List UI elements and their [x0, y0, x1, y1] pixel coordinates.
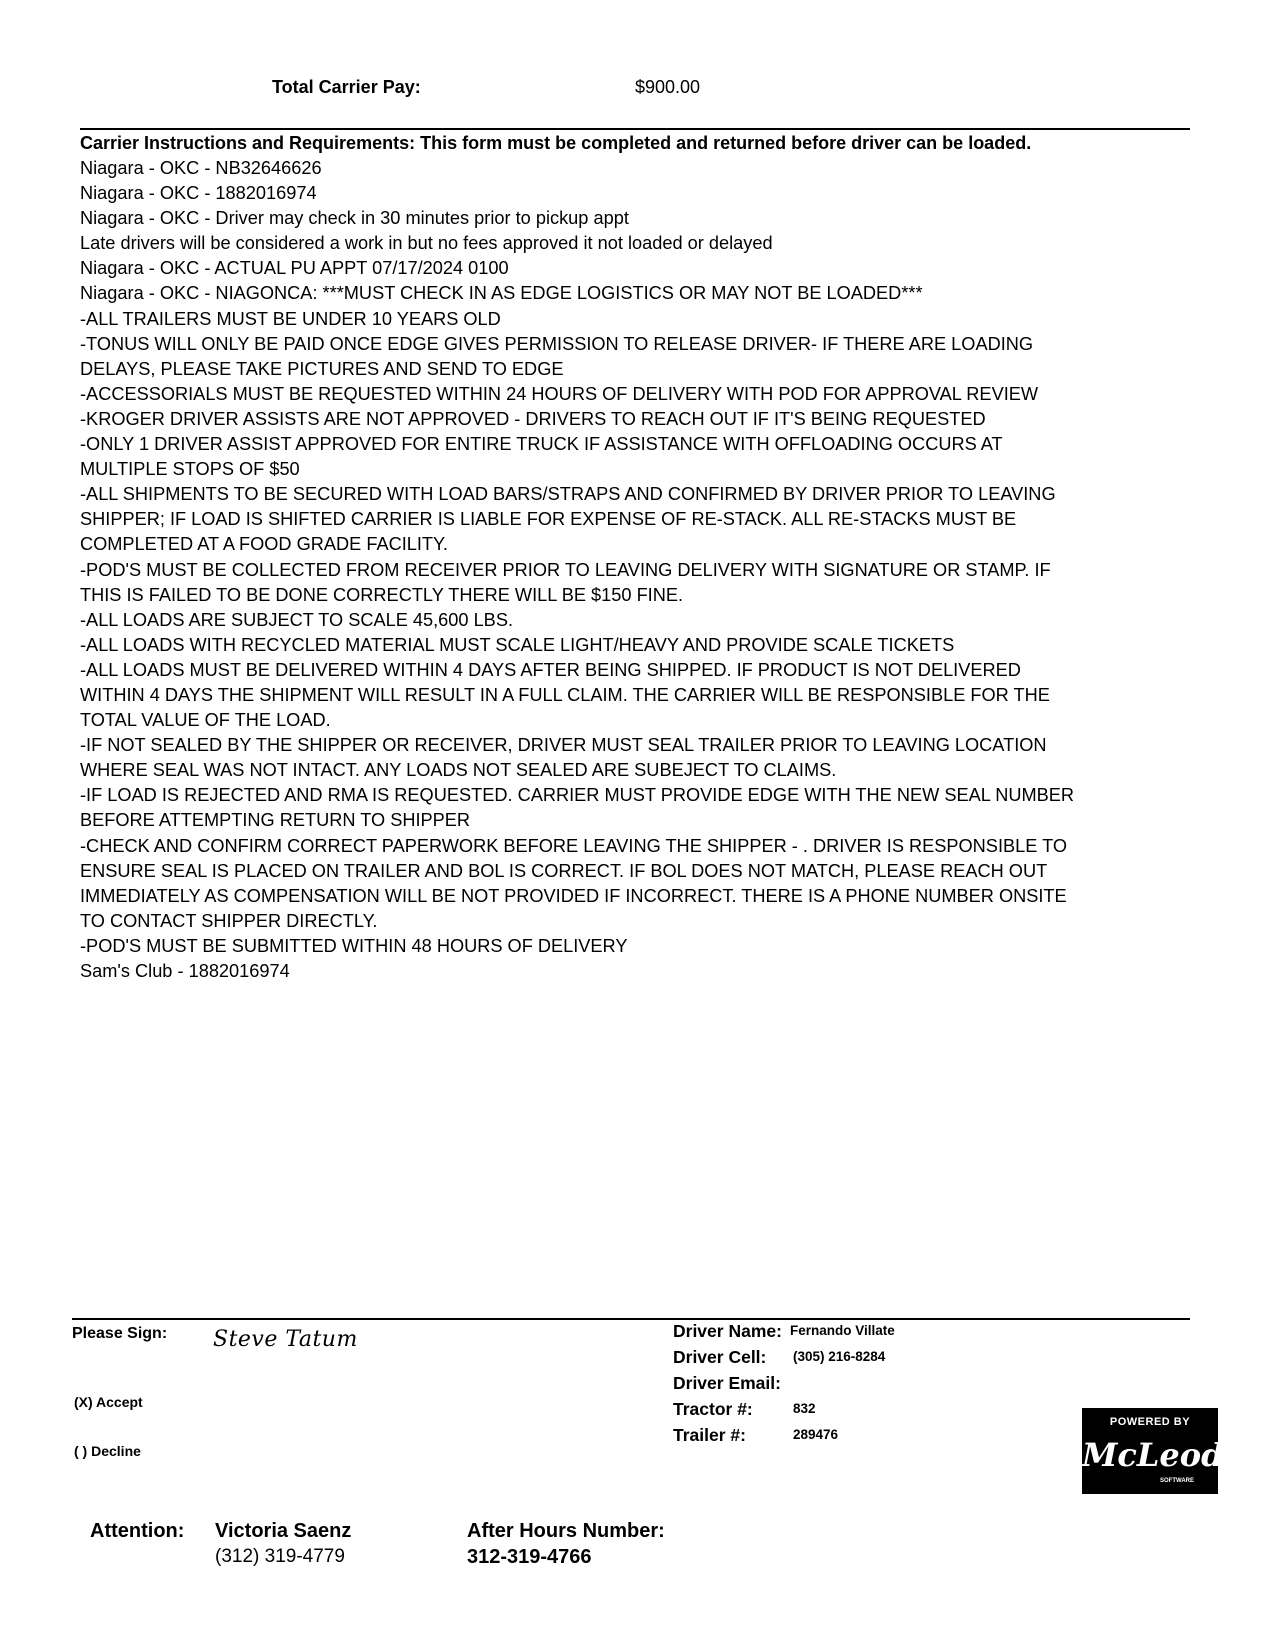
tractor-value: 832	[793, 1401, 816, 1416]
driver-cell-value: (305) 216-8284	[793, 1349, 886, 1364]
instruction-line: Late drivers will be considered a work in but no fees approved it not loaded or delayed	[80, 233, 773, 254]
instruction-line: Niagara - OKC - NB32646626	[80, 158, 322, 178]
instruction-line: -ACCESSORIALS MUST BE REQUESTED WITHIN 24 HOURS OF DELIVERY WITH POD FOR APPROVAL REVIEW	[80, 383, 1039, 404]
instruction-line: Niagara - OKC - 1882016974	[80, 183, 317, 204]
instruction-line: -ALL LOADS WITH RECYCLED MATERIAL MUST SCALE LIGHT/HEAVY AND PROVIDE SCALE TICKETS	[80, 634, 955, 655]
instruction-line: -TONUS WILL ONLY BE PAID ONCE EDGE GIVES PERMISSION TO RELEASE DRIVER- IF THERE ARE LOADING	[80, 333, 1034, 354]
instruction-line: MULTIPLE STOPS OF $50	[80, 459, 300, 480]
instruction-line: DELAYS, PLEASE TAKE PICTURES AND SEND TO EDGE	[80, 358, 564, 379]
instruction-line: -POD'S MUST BE COLLECTED FROM RECEIVER PRIOR TO LEAVING DELIVERY WITH SIGNATURE OR STAMP. IF	[80, 559, 1051, 580]
logo-software: SOFTWARE	[1160, 1478, 1194, 1484]
please-sign-label: Please Sign:	[72, 1325, 168, 1342]
driver-cell-label: Driver Cell:	[673, 1347, 767, 1367]
instructions-heading: Carrier Instructions and Requirements: This form must be completed and returned before driver can be loaded.	[80, 133, 1032, 153]
logo-mcleod: McLeod	[1082, 1436, 1224, 1474]
instruction-line: -IF NOT SEALED BY THE SHIPPER OR RECEIVER, DRIVER MUST SEAL TRAILER PRIOR TO LEAVING LOCATION	[80, 735, 1047, 756]
instruction-line: SHIPPER; IF LOAD IS SHIFTED CARRIER IS LIABLE FOR EXPENSE OF RE-STACK. ALL RE-STACKS MUST BE	[80, 509, 1017, 530]
mcleod-logo	[1082, 1408, 1224, 1494]
attention-phone: (312) 319-4779	[215, 1546, 345, 1567]
driver-email-label: Driver Email:	[673, 1373, 781, 1393]
trailer-value: 289476	[793, 1427, 839, 1442]
attention-name: Victoria Saenz	[215, 1520, 352, 1542]
instruction-line: -ALL SHIPMENTS TO BE SECURED WITH LOAD BARS/STRAPS AND CONFIRMED BY DRIVER PRIOR TO LEAVING	[80, 484, 1056, 505]
tractor-label: Tractor #:	[673, 1399, 753, 1419]
signature-divider	[72, 1318, 1190, 1320]
instruction-line: COMPLETED AT A FOOD GRADE FACILITY.	[80, 534, 448, 555]
instruction-line: WITHIN 4 DAYS THE SHIPMENT WILL RESULT IN A FULL CLAIM. THE CARRIER WILL BE RESPONSIBLE FOR THE	[80, 684, 1050, 705]
instruction-line: BEFORE ATTEMPTING RETURN TO SHIPPER	[80, 810, 471, 831]
total-carrier-pay-label: Total Carrier Pay:	[272, 77, 421, 97]
trailer-label: Trailer #:	[673, 1425, 746, 1445]
instruction-line: -KROGER DRIVER ASSISTS ARE NOT APPROVED - DRIVERS TO REACH OUT IF IT'S BEING REQUESTED	[80, 408, 986, 429]
driver-name-value: Fernando Villate	[790, 1323, 895, 1338]
instruction-line: TOTAL VALUE OF THE LOAD.	[80, 710, 331, 731]
driver-name-label: Driver Name:	[673, 1321, 782, 1341]
instruction-line: Sam's Club - 1882016974	[80, 961, 290, 981]
instruction-line: THIS IS FAILED TO BE DONE CORRECTLY THERE WILL BE $150 FINE.	[80, 584, 684, 605]
instruction-line: -CHECK AND CONFIRM CORRECT PAPERWORK BEFORE LEAVING THE SHIPPER - . DRIVER IS RESPONSIBLE TO	[80, 835, 1068, 856]
instructions-list	[80, 156, 1190, 984]
attention-label: Attention:	[90, 1520, 185, 1542]
instruction-line: -IF LOAD IS REJECTED AND RMA IS REQUESTED. CARRIER MUST PROVIDE EDGE WITH THE NEW SEAL NUMBER	[80, 785, 1075, 806]
instruction-line: -ALL LOADS MUST BE DELIVERED WITHIN 4 DAYS AFTER BEING SHIPPED. IF PRODUCT IS NOT DELIVERED	[80, 659, 1021, 680]
instruction-line: -ALL LOADS ARE SUBJECT TO SCALE 45,600 LBS.	[80, 609, 513, 630]
instruction-line: Niagara - OKC - ACTUAL PU APPT 07/17/2024 0100	[80, 258, 509, 279]
instruction-line: IMMEDIATELY AS COMPENSATION WILL BE NOT PROVIDED IF INCORRECT. THERE IS A PHONE NUMBER ONSITE	[80, 885, 1067, 906]
decline-option[interactable]: ( ) Decline	[74, 1443, 141, 1459]
instruction-line: Niagara - OKC - NIAGONCA: ***MUST CHECK IN AS EDGE LOGISTICS OR MAY NOT BE LOADED***	[80, 283, 923, 304]
after-hours-phone: 312-319-4766	[467, 1546, 592, 1568]
top-divider	[80, 128, 1190, 130]
after-hours-label: After Hours Number:	[467, 1520, 665, 1542]
logo-powered-by: POWERED BY	[1109, 1416, 1191, 1428]
instruction-line: -POD'S MUST BE SUBMITTED WITHIN 48 HOURS OF DELIVERY	[80, 935, 628, 956]
instruction-line: TO CONTACT SHIPPER DIRECTLY.	[80, 910, 378, 931]
instruction-line: WHERE SEAL WAS NOT INTACT. ANY LOADS NOT SEALED ARE SUBEJECT TO CLAIMS.	[80, 760, 837, 781]
total-carrier-pay-value: $900.00	[635, 77, 701, 97]
instruction-line: -ONLY 1 DRIVER ASSIST APPROVED FOR ENTIRE TRUCK IF ASSISTANCE WITH OFFLOADING OCCURS AT	[80, 434, 1003, 455]
instruction-line: ENSURE SEAL IS PLACED ON TRAILER AND BOL IS CORRECT. IF BOL DOES NOT MATCH, PLEASE REACH OUT	[80, 860, 1048, 881]
accept-option[interactable]: (X) Accept	[74, 1394, 143, 1410]
instruction-line: -ALL TRAILERS MUST BE UNDER 10 YEARS OLD	[80, 308, 501, 329]
signature[interactable]: Steve Tatum	[213, 1327, 358, 1352]
instruction-line: Niagara - OKC - Driver may check in 30 minutes prior to pickup appt	[80, 208, 629, 229]
